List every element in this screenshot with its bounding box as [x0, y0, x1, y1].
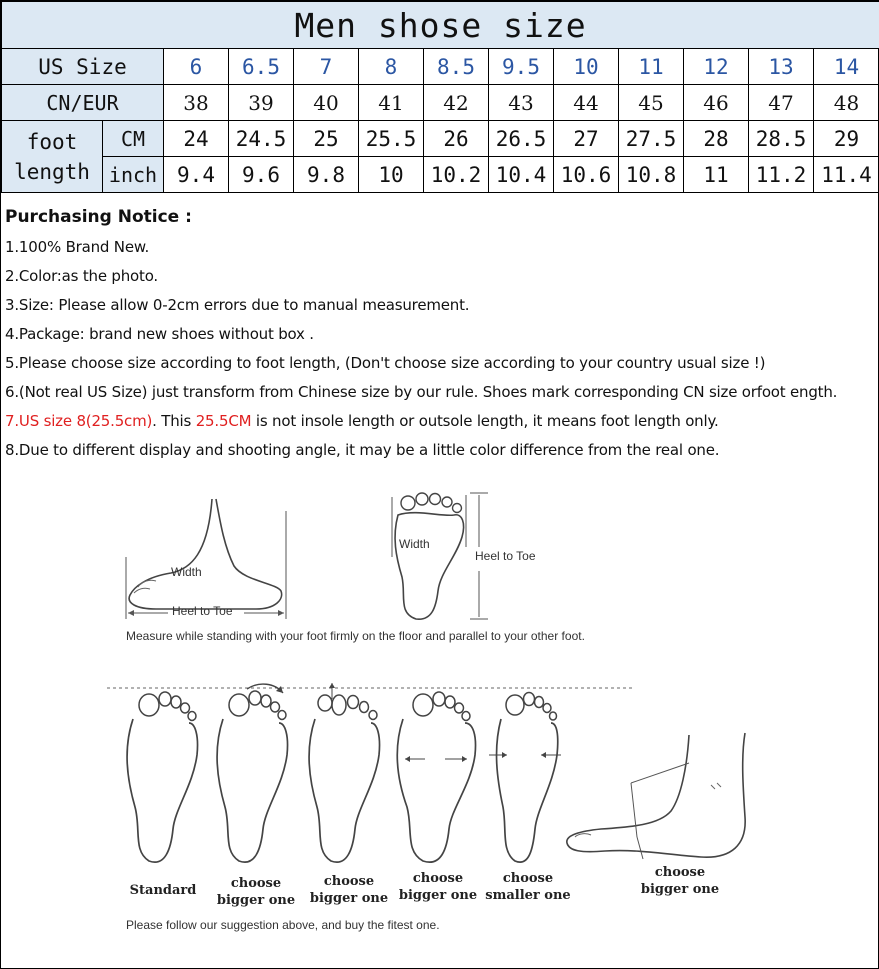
purchasing-notice: [5, 207, 875, 465]
follow-caption: Please follow our suggestion above, and buy the fitest one.: [126, 918, 440, 932]
foot-bigger-2-drawing: [301, 681, 383, 869]
inch-cell: 11.2: [749, 157, 814, 193]
side-width-label: Width: [171, 565, 202, 579]
us-size-row: [2, 49, 879, 85]
inch-cell: 9.4: [164, 157, 229, 193]
cn-size-cell: 47: [749, 85, 814, 121]
bigger-one-text: bigger one: [398, 888, 478, 903]
us-size-cell: 12: [684, 49, 749, 85]
cn-size-cell: 46: [684, 85, 749, 121]
side-foot-drawing: [116, 491, 296, 621]
item7-red-length: 25.5CM: [195, 412, 252, 430]
size-table: [1, 1, 879, 193]
foot-label-line2: length: [14, 159, 90, 184]
cm-cell: 29: [814, 121, 879, 157]
cm-cell: 25: [294, 121, 359, 157]
measure-caption: Measure while standing with your foot firmly on the floor and parallel to your other foot.: [126, 629, 585, 643]
cm-cell: 24.5: [229, 121, 294, 157]
choose-text: choose: [323, 874, 375, 889]
inch-row: [2, 157, 879, 193]
choose-smaller-label: [483, 870, 573, 904]
choose-text: choose: [654, 865, 706, 880]
top-width-label: Width: [399, 537, 430, 551]
inch-cell: 10: [359, 157, 424, 193]
bigger-one-text: bigger one: [216, 893, 296, 908]
choose-text: choose: [230, 876, 282, 891]
notice-item: 2.Color:as the photo.: [5, 267, 158, 285]
choose-text: choose: [412, 871, 464, 886]
cn-size-cell: 44: [554, 85, 619, 121]
item7-red-size: US size 8(25.5cm): [18, 412, 153, 430]
notice-item: 6.(Not real US Size) just transform from Chinese size by our rule. Shoes mark corresponding CN size orfoot ength.: [5, 383, 838, 401]
foot-length-label: [2, 121, 103, 193]
cm-cell: 24: [164, 121, 229, 157]
us-size-cell: 8: [359, 49, 424, 85]
foot-side-measure-drawing: [561, 727, 761, 877]
inch-cell: 11: [684, 157, 749, 193]
bigger-one-text: bigger one: [309, 891, 389, 906]
foot-label-line1: foot: [26, 129, 78, 154]
item7-suffix: is not insole length or outsole length, it means foot length only.: [251, 412, 719, 430]
cn-size-cell: 48: [814, 85, 879, 121]
cn-eur-row: [2, 85, 879, 121]
cm-cell: 28.5: [749, 121, 814, 157]
foot-bigger-1-drawing: [209, 681, 291, 869]
standard-label: Standard: [129, 883, 197, 898]
top-heel-toe-label: Heel to Toe: [475, 549, 536, 563]
choose-bigger-label-side: [635, 864, 725, 898]
cm-cell: 28: [684, 121, 749, 157]
notice-item: 4.Package: brand new shoes without box .: [5, 325, 314, 343]
us-size-cell: 9.5: [489, 49, 554, 85]
cn-size-cell: 40: [294, 85, 359, 121]
bigger-one-text: bigger one: [640, 882, 720, 897]
choose-bigger-label-2: [306, 873, 392, 907]
cn-eur-label: CN/EUR: [2, 85, 164, 121]
us-size-cell: 7: [294, 49, 359, 85]
inch-cell: 9.8: [294, 157, 359, 193]
cn-size-cell: 42: [424, 85, 489, 121]
cn-size-cell: 41: [359, 85, 424, 121]
inch-cell: 10.2: [424, 157, 489, 193]
inch-cell: 9.6: [229, 157, 294, 193]
choose-bigger-label-1: [213, 875, 299, 909]
notice-heading: Purchasing Notice :: [5, 207, 192, 227]
us-size-cell: 11: [619, 49, 684, 85]
inch-label: inch: [103, 157, 164, 193]
cm-label: CM: [103, 121, 164, 157]
cm-row: [2, 121, 879, 157]
cm-cell: 26.5: [489, 121, 554, 157]
notice-item: 5.Please choose size according to foot length, (Don't choose size according to your country usual size !): [5, 354, 766, 372]
us-size-label: US Size: [2, 49, 164, 85]
cn-size-cell: 38: [164, 85, 229, 121]
us-size-cell: 6.5: [229, 49, 294, 85]
us-size-cell: 8.5: [424, 49, 489, 85]
us-size-cell: 6: [164, 49, 229, 85]
us-size-cell: 13: [749, 49, 814, 85]
cn-size-cell: 45: [619, 85, 684, 121]
table-title: Men shose size: [2, 2, 879, 49]
inch-cell: 10.6: [554, 157, 619, 193]
item7-mid: . This: [152, 412, 196, 430]
cm-cell: 25.5: [359, 121, 424, 157]
notice-item: 8.Due to different display and shooting angle, it may be a little color difference from the real one.: [5, 441, 720, 459]
choose-bigger-label-3: [395, 870, 481, 904]
choose-text: choose: [502, 871, 554, 886]
cn-size-cell: 39: [229, 85, 294, 121]
inch-cell: 11.4: [814, 157, 879, 193]
notice-item: 1.100% Brand New.: [5, 238, 150, 256]
foot-bigger-3-drawing: [393, 689, 477, 869]
cm-cell: 27: [554, 121, 619, 157]
foot-smaller-drawing: [485, 689, 567, 869]
smaller-one-text: smaller one: [485, 888, 571, 903]
us-size-cell: 14: [814, 49, 879, 85]
us-size-cell: 10: [554, 49, 619, 85]
measure-illustration: [1, 471, 878, 961]
notice-item-7: [5, 407, 875, 436]
foot-standard-drawing: [119, 689, 201, 869]
notice-item: 3.Size: Please allow 0-2cm errors due to manual measurement.: [5, 296, 470, 314]
cm-cell: 27.5: [619, 121, 684, 157]
item7-prefix: 7.: [5, 412, 19, 430]
inch-cell: 10.4: [489, 157, 554, 193]
inch-cell: 10.8: [619, 157, 684, 193]
cn-size-cell: 43: [489, 85, 554, 121]
cm-cell: 26: [424, 121, 489, 157]
side-heel-toe-label: Heel to Toe: [172, 604, 233, 618]
